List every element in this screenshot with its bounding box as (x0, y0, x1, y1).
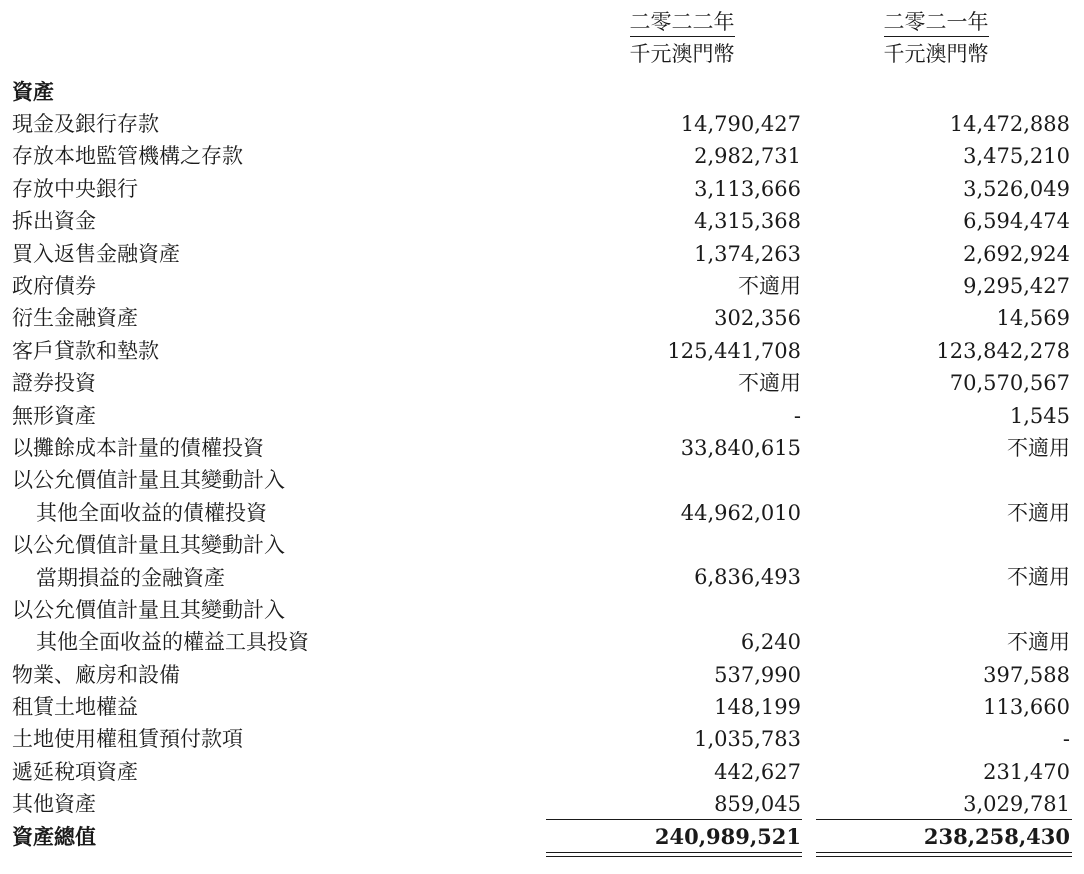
column-header-2021 (846, 6, 1026, 70)
value-2022: 2,982,731 (694, 144, 801, 169)
table-row (0, 529, 1084, 594)
table-row (0, 723, 1084, 755)
total-row (0, 821, 1084, 853)
value-2021: 不適用 (1007, 500, 1070, 525)
double-rule-2021-lower (816, 856, 1072, 857)
value-2021: 3,475,210 (963, 144, 1070, 169)
table-row (0, 432, 1084, 464)
table-row (0, 691, 1084, 723)
value-2021: 9,295,427 (963, 273, 1070, 298)
value-2022: 442,627 (714, 759, 801, 784)
value-2022: 不適用 (738, 273, 801, 298)
table-row (0, 108, 1084, 140)
row-label (12, 464, 285, 529)
row-label: 其他資產 (12, 792, 96, 817)
row-label: 衍生金融資產 (12, 306, 138, 331)
row-label: 證券投資 (12, 371, 96, 396)
row-label-line1: 以公允價值計量且其變動計入 (12, 533, 285, 558)
value-2022: 1,035,783 (694, 727, 801, 752)
double-rule-2022-lower (546, 856, 802, 857)
value-2021: 不適用 (1007, 435, 1070, 460)
row-label-line2: 其他全面收益的債權投資 (36, 500, 267, 525)
row-label: 租賃土地權益 (12, 695, 138, 720)
value-2022: 不適用 (738, 371, 801, 396)
row-label: 客戶貸款和墊款 (12, 338, 159, 363)
value-2022: 859,045 (714, 792, 801, 817)
value-2022: 148,199 (714, 695, 801, 720)
section-title: 資產 (12, 79, 54, 104)
row-label (12, 529, 285, 594)
value-2021: 2,692,924 (963, 241, 1070, 266)
row-label: 拆出資金 (12, 209, 96, 234)
row-label-line1: 以公允價值計量且其變動計入 (12, 597, 285, 622)
value-2021: 14,569 (996, 306, 1070, 331)
value-2022: 6,240 (740, 630, 801, 655)
row-label: 物業、廠房和設備 (12, 662, 180, 687)
row-label: 無形資產 (12, 403, 96, 428)
value-2022: 302,356 (714, 306, 801, 331)
value-2022: 537,990 (714, 662, 801, 687)
total-value-2022: 240,989,521 (654, 823, 801, 849)
table-row (0, 464, 1084, 529)
table-row (0, 173, 1084, 205)
row-label-line1: 以公允價值計量且其變動計入 (12, 468, 285, 493)
value-2021: 6,594,474 (963, 209, 1070, 234)
double-rule-2022-upper (546, 852, 802, 853)
value-2021: - (1062, 727, 1070, 752)
value-2022: - (793, 403, 801, 428)
subtotal-rule-2021 (816, 819, 1072, 820)
value-2022: 3,113,666 (694, 176, 801, 201)
row-label: 買入返售金融資產 (12, 241, 180, 266)
column-unit-2022: 千元澳門幣 (629, 42, 735, 66)
column-year-2021: 二零二一年 (884, 8, 989, 37)
value-2021: 3,029,781 (963, 792, 1070, 817)
row-label: 遞延稅項資產 (12, 759, 138, 784)
row-label: 政府債券 (12, 273, 96, 298)
value-2021: 113,660 (983, 695, 1070, 720)
table-row (0, 205, 1084, 237)
table-row (0, 756, 1084, 788)
value-2021: 不適用 (1007, 565, 1070, 590)
table-row (0, 335, 1084, 367)
table-row (0, 788, 1084, 820)
value-2021: 14,472,888 (949, 112, 1070, 136)
row-label (12, 594, 309, 659)
row-label: 土地使用權租賃預付款項 (12, 727, 243, 752)
value-2022: 125,441,708 (667, 338, 801, 363)
double-rule-2021-upper (816, 852, 1072, 853)
row-label: 以攤餘成本計量的債權投資 (12, 435, 264, 460)
value-2022: 44,962,010 (680, 500, 801, 525)
row-label-line2: 當期損益的金融資產 (36, 565, 225, 590)
column-year-2022: 二零二二年 (630, 8, 735, 37)
value-2021: 1,545 (1009, 403, 1070, 428)
column-header-2022 (592, 6, 772, 70)
row-label: 存放本地監管機構之存款 (12, 144, 243, 169)
value-2021: 70,570,567 (949, 371, 1070, 396)
value-2021: 不適用 (1007, 630, 1070, 655)
value-2022: 6,836,493 (694, 565, 801, 590)
table-row (0, 659, 1084, 691)
table-row (0, 367, 1084, 399)
value-2022: 1,374,263 (694, 241, 801, 266)
value-2021: 3,526,049 (963, 176, 1070, 201)
table-row (0, 400, 1084, 432)
row-label: 現金及銀行存款 (12, 112, 159, 136)
value-2021: 231,470 (983, 759, 1070, 784)
value-2022: 4,315,368 (694, 209, 801, 234)
value-2022: 14,790,427 (680, 112, 801, 136)
column-unit-2021: 千元澳門幣 (883, 42, 989, 66)
row-label: 存放中央銀行 (12, 176, 138, 201)
row-label-line2: 其他全面收益的權益工具投資 (36, 630, 309, 655)
subtotal-rule-2022 (546, 819, 802, 820)
value-2021: 397,588 (983, 662, 1070, 687)
table-row (0, 302, 1084, 334)
total-value-2021: 238,258,430 (923, 823, 1070, 849)
table-row (0, 238, 1084, 270)
value-2022: 33,840,615 (680, 435, 801, 460)
total-label: 資產總值 (12, 823, 96, 849)
table-row (0, 270, 1084, 302)
assets-table (0, 108, 1084, 853)
table-row (0, 594, 1084, 659)
value-2021: 123,842,278 (936, 338, 1070, 363)
table-row (0, 140, 1084, 172)
